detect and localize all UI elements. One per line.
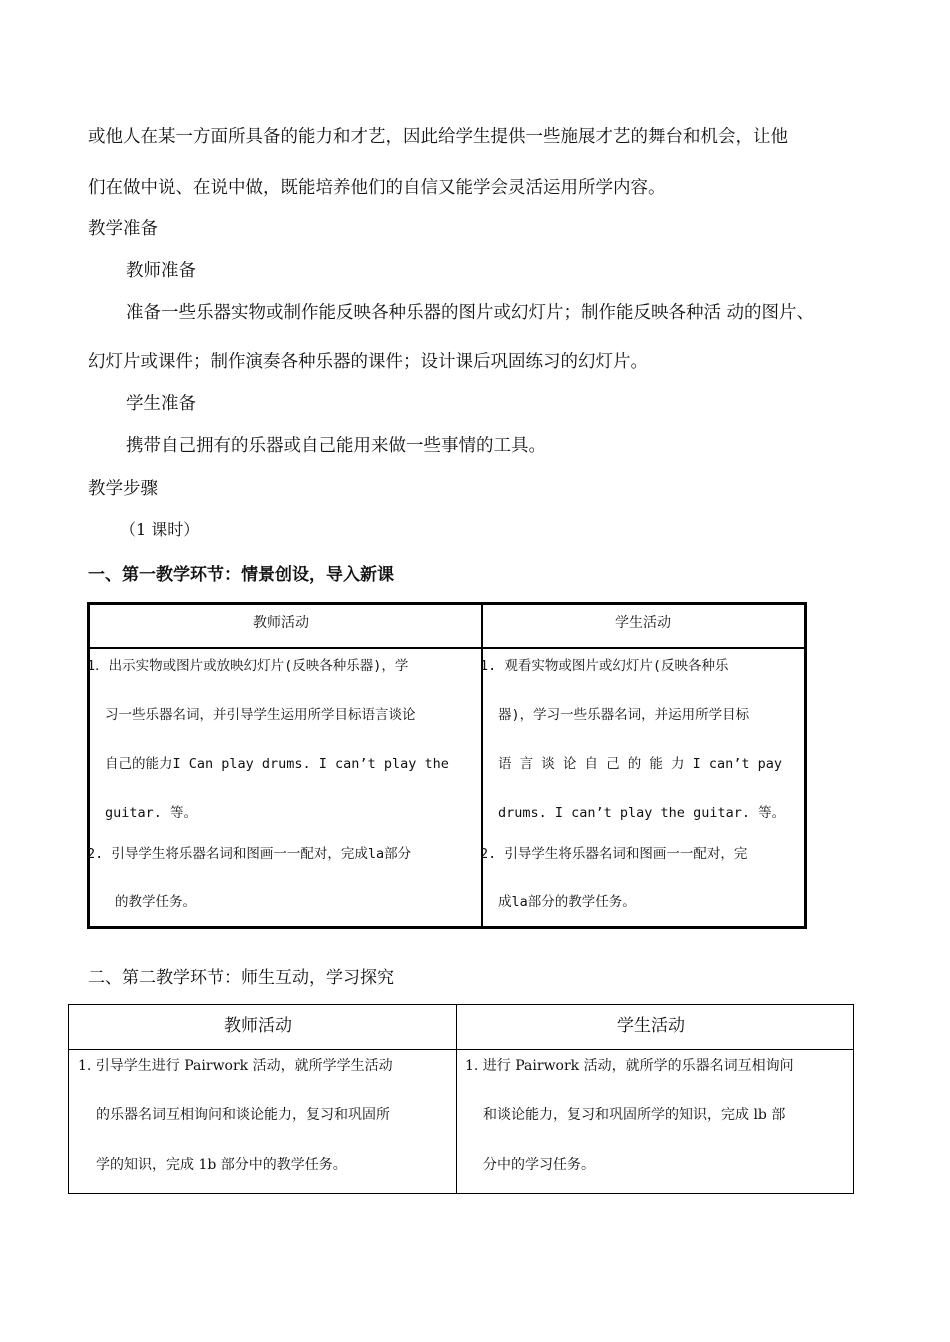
table-cell-line: 成la部分的教学任务。 bbox=[498, 894, 636, 910]
table-divider bbox=[456, 1005, 457, 1193]
table-cell-line: 语 言 谈 论 自 己 的 能 力 I can’t pay bbox=[498, 756, 783, 772]
table-cell-line: 分中的学习任务。 bbox=[483, 1157, 595, 1173]
paragraph-line: 幻灯片或课件；制作演奏各种乐器的课件；设计课后巩固练习的幻灯片。 bbox=[88, 352, 648, 372]
table-header-teacher: 教师活动 bbox=[253, 615, 309, 631]
table-cell-line: 的乐器名词互相询问和谈论能力，复习和巩固所 bbox=[96, 1107, 390, 1123]
section-heading-1: 一、第一教学环节：情景创设，导入新课 bbox=[88, 565, 394, 585]
table-divider bbox=[69, 1049, 853, 1050]
paragraph-line: 携带自己拥有的乐器或自己能用来做一些事情的工具。 bbox=[126, 436, 546, 456]
table-cell-line: 1. 观看实物或图片或幻灯片(反映各种乐 bbox=[480, 658, 729, 674]
section-heading-2: 二、第二教学环节：师生互动，学习探究 bbox=[88, 968, 394, 988]
table-cell-line: 自己的能力I Can play drums. I can’t play the bbox=[105, 756, 449, 772]
table-header-student: 学生活动 bbox=[617, 1016, 685, 1036]
subheading-teacher-preparation: 教师准备 bbox=[126, 261, 196, 281]
lesson-time: （1 课时） bbox=[120, 520, 200, 539]
table-cell-line: drums. I can’t play the guitar. 等。 bbox=[498, 805, 786, 821]
table-cell-line: 1．出示实物或图片或放映幻灯片(反映各种乐器)，学 bbox=[87, 658, 409, 674]
table-cell-line: 2. 引导学生将乐器名词和图画一一配对，完 bbox=[480, 846, 748, 862]
table-cell-line: 2. 引导学生将乐器名词和图画一一配对，完成la部分 bbox=[87, 846, 412, 862]
activity-table-2 bbox=[68, 1004, 854, 1194]
activity-table-1 bbox=[87, 602, 807, 929]
table-cell-line: 的教学任务。 bbox=[115, 894, 196, 910]
table-cell-line: 1. 进行 Pairwork 活动，就所学的乐器名词互相询问 bbox=[465, 1058, 794, 1074]
table-cell-line: 器)，学习一些乐器名词，并运用所学目标 bbox=[498, 707, 750, 723]
table-cell-line: 学的知识，完成 1b 部分中的教学任务。 bbox=[96, 1157, 347, 1173]
table-header-student: 学生活动 bbox=[615, 615, 671, 631]
table-cell-line: 习一些乐器名词，并引导学生运用所学目标语言谈论 bbox=[105, 707, 416, 723]
section-heading-steps: 教学步骤 bbox=[88, 479, 158, 499]
table-header-teacher: 教师活动 bbox=[224, 1016, 292, 1036]
paragraph-line: 准备一些乐器实物或制作能反映各种乐器的图片或幻灯片；制作能反映各种活 动的图片、 bbox=[126, 303, 815, 323]
section-heading-preparation: 教学准备 bbox=[88, 219, 158, 239]
table-cell-line: 和谈论能力，复习和巩固所学的知识，完成 lb 部 bbox=[483, 1107, 786, 1123]
table-cell-line: guitar. 等。 bbox=[105, 805, 198, 821]
table-divider bbox=[90, 647, 804, 649]
subheading-student-preparation: 学生准备 bbox=[126, 394, 196, 414]
table-cell-line: 1. 引导学生进行 Pairwork 活动，就所学学生活动 bbox=[78, 1058, 393, 1074]
table-divider bbox=[481, 605, 483, 926]
paragraph-line: 或他人在某一方面所具备的能力和才艺，因此给学生提供一些施展才艺的舞台和机会，让他 bbox=[88, 127, 788, 147]
paragraph-line: 们在做中说、在说中做，既能培养他们的自信又能学会灵活运用所学内容。 bbox=[88, 178, 666, 198]
